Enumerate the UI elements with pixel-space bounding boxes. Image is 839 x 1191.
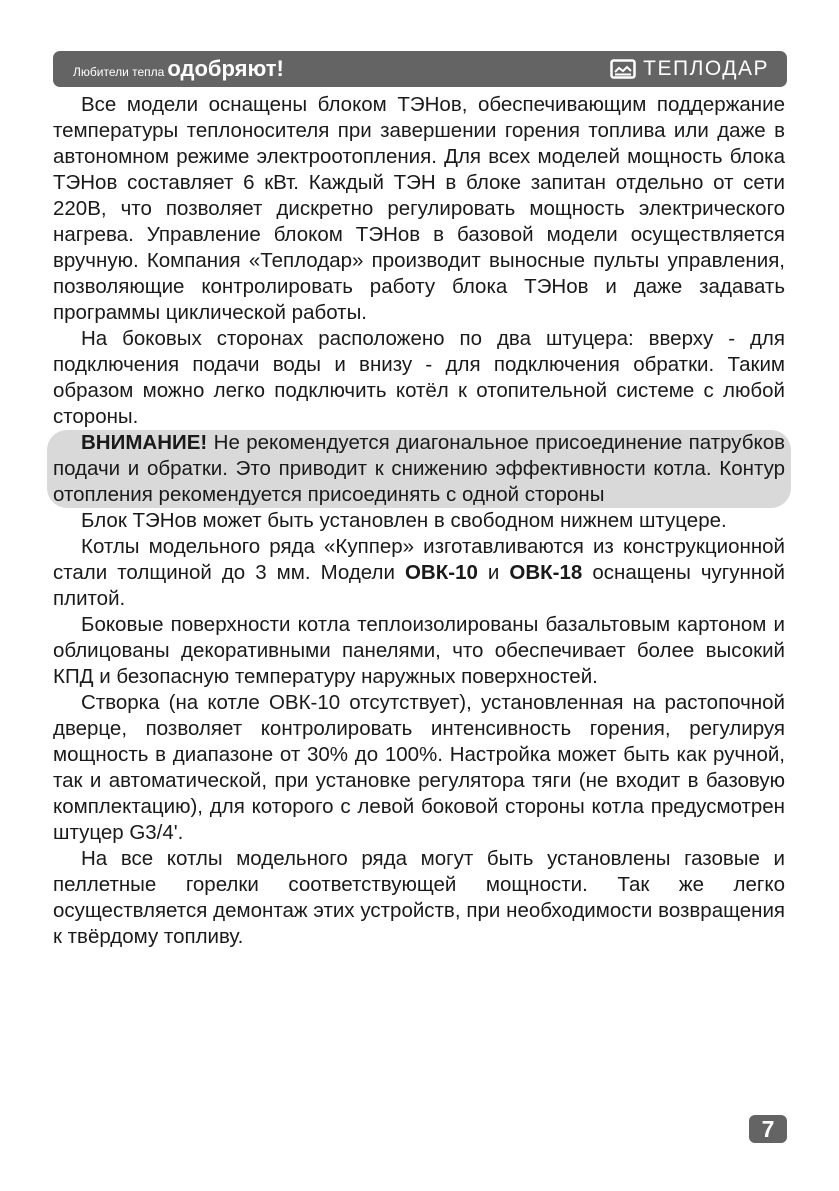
- warning-box: [47, 430, 791, 508]
- page-header: [53, 51, 787, 87]
- paragraph-burners: На все котлы модельного ряда могут быть установлены газовые и пеллетные горелки соответствующей мощности. Так же легко осуществляется демонтаж этих устройств, при необходимости возвращения к твёрдому топливу.: [53, 847, 785, 948]
- page-body: [53, 92, 785, 950]
- brand-logo: [610, 51, 769, 87]
- paragraph-kupper-steel: [53, 534, 785, 612]
- tagline-big: одобряют!: [167, 56, 284, 81]
- paragraph-insulation: Боковые поверхности котла теплоизолированы базальтовым картоном и облицованы декоративными панелями, что обеспечивает более высокий КПД и безопасную температуру наружных поверхностей.: [53, 613, 785, 688]
- paragraph-damper: Створка (на котле ОВК-10 отсутствует), установленная на растопочной дверце, позволяет контролировать интенсивность горения, регулируя мощность в диапазоне от 30% до 100%. Настройка может быть как ручной, так и автоматической, при установке регулятора тяги (не входит в базовую комплектацию), для которого с левой боковой стороны котла предусмотрен штуцер G3/4'.: [53, 691, 785, 844]
- brand-name: ТЕПЛОДАР: [643, 57, 769, 80]
- tagline-small: Любители тепла: [73, 65, 165, 79]
- tagline: [73, 51, 284, 87]
- brand-logo-icon: [610, 59, 636, 79]
- model-ovk10: ОВК-10: [404, 561, 478, 584]
- kupper-text-c: и: [477, 561, 510, 584]
- kupper-text-a: Котлы модельного ряда «Куппер» изготавливаются из конструкционной стали толщиной до 3 мм. Модели: [53, 535, 785, 584]
- paragraph-fittings: На боковых сторонах расположено по два штуцера: вверху - для подключения подачи воды и внизу - для подключения обратки. Таким образом можно легко подключить котёл к отопительной системе с любой стороны.: [53, 327, 785, 428]
- warning-text: Не рекомендуется диагональное присоединение патрубков подачи и обратки. Это приводит к снижению эффективности котла. Контур отопления рекомендуется присоединять с одной стороны: [53, 431, 785, 506]
- paragraph-ten-heaters: Все модели оснащены блоком ТЭНов, обеспечивающим поддержание температуры теплоносителя при завершении горения топлива или даже в автономном режиме электроотопления. Для всех моделей мощность блока ТЭНов составляет 6 кВт. Каждый ТЭН в блоке запитан отдельно от сети 220В, что позволяет дискретно регулировать мощность электрического нагрева. Управление блоком ТЭНов в базовой модели осуществляется вручную. Компания «Теплодар» производит выносные пульты управления, позволяющие контролировать работу блока ТЭНов и даже задавать программы циклической работы.: [53, 93, 785, 324]
- kupper-text-d: оснащены чугунной плитой.: [53, 561, 785, 610]
- paragraph-ten-install: Блок ТЭНов может быть установлен в свободном нижнем штуцере.: [81, 509, 727, 532]
- page-number: 7: [749, 1115, 787, 1143]
- warning-label: ВНИМАНИЕ!: [81, 431, 208, 454]
- model-ovk18: ОВК-18: [509, 561, 583, 584]
